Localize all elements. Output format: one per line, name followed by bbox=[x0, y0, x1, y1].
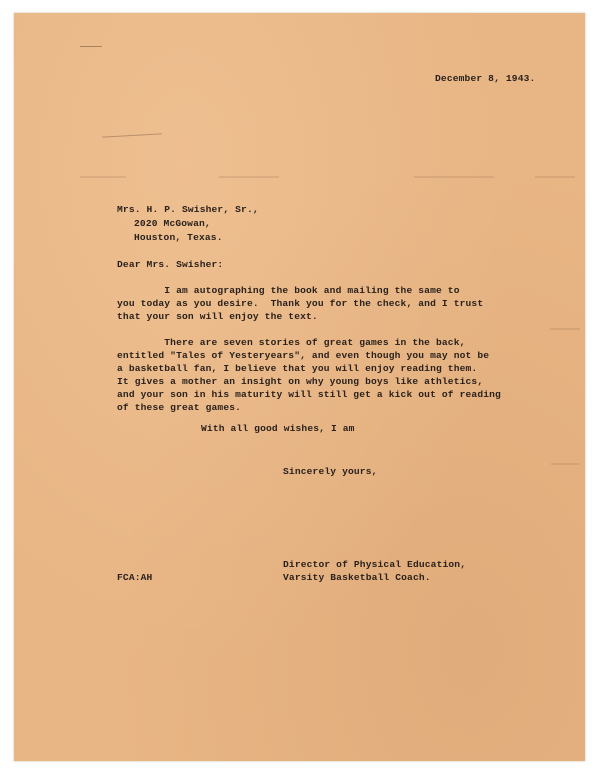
paragraph-line: of these great games. bbox=[117, 402, 242, 413]
bleed-through-mark bbox=[550, 328, 580, 330]
reference-initials: FCA:AH bbox=[117, 572, 153, 583]
margin-mark bbox=[102, 133, 162, 137]
recipient-name: Mrs. H. P. Swisher, Sr., bbox=[117, 204, 259, 215]
bleed-through-mark bbox=[80, 176, 126, 178]
signature-title-2: Varsity Basketball Coach. bbox=[283, 572, 431, 583]
bleed-through-mark bbox=[535, 176, 575, 178]
closing-line: With all good wishes, I am bbox=[201, 423, 355, 434]
paragraph-line: It gives a mother an insight on why young boys like athletics, bbox=[117, 376, 484, 387]
paragraph-line: a basketball fan, I believe that you will enjoy reading them. bbox=[117, 363, 478, 374]
letter-date: December 8, 1943. bbox=[435, 73, 536, 84]
salutation: Dear Mrs. Swisher: bbox=[117, 259, 224, 270]
signature-title-1: Director of Physical Education, bbox=[283, 559, 467, 570]
margin-mark bbox=[80, 46, 102, 47]
recipient-city: Houston, Texas. bbox=[134, 232, 223, 243]
complimentary-close: Sincerely yours, bbox=[283, 466, 378, 477]
bleed-through-mark bbox=[219, 176, 279, 178]
paragraph-line: that your son will enjoy the text. bbox=[117, 311, 318, 322]
paragraph-line: I am autographing the book and mailing the same to bbox=[117, 285, 460, 296]
recipient-street: 2020 McGowan, bbox=[134, 218, 211, 229]
bleed-through-mark bbox=[414, 176, 494, 178]
paragraph-line: and your son in his maturity will still get a kick out of reading bbox=[117, 389, 501, 400]
paragraph-line: entitled "Tales of Yesteryears", and even though you may not be bbox=[117, 350, 490, 361]
bleed-through-mark bbox=[551, 463, 579, 465]
paragraph-line: you today as you desire. Thank you for the check, and I trust bbox=[117, 298, 484, 309]
paragraph-line: There are seven stories of great games in the back, bbox=[117, 337, 466, 348]
